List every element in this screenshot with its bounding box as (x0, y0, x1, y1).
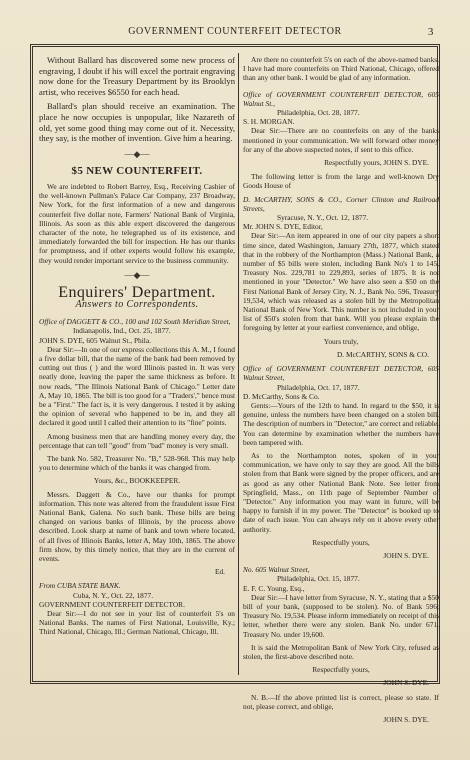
letter-signature: Yours truly, (323, 336, 359, 346)
letter-body: Dear Sir:—There are no counterfeits on any of the banks mentioned in your communication. We will forward other money for any of the above suspected notes, if sent to this office. (243, 126, 439, 154)
letter-signature: D. McCARTHY, SONS & CO. (336, 349, 429, 359)
letter-date: Syracuse, N. Y., Oct. 12, 1877. (277, 213, 369, 223)
letter-signature: Respectfully yours, JOHN S. DYE. (324, 158, 429, 168)
letter-date: Indianapolis, Ind., Oct. 25, 1877. (73, 326, 171, 336)
page-frame (30, 44, 440, 724)
ornament-divider: —◆— (124, 269, 150, 280)
counterfeit-notice-title: $5 NEW COUNTERFEIT. (71, 164, 203, 177)
column-divider (238, 53, 239, 675)
letter-address: Office of DAGGETT & CO., 100 and 102 South Meridian Street, (39, 317, 231, 327)
ornament-divider: —◆— (124, 148, 150, 159)
letter-body: It is said the Metropolitan Bank of New York City, refused as stolen, the first-above described note. (243, 642, 439, 661)
department-title: Enquirers' Department. (58, 283, 216, 301)
letter-body: The bank No. 582, Treasurer No. "B," 528-968. This may help you to determine which of the banks it was changed from. (39, 454, 235, 473)
letter-recipient: D. McCarthy, Sons & Co. (243, 391, 320, 401)
letter-recipient: E. F. C. Young, Esq., (243, 583, 305, 593)
letter-signature: Respectfully yours, (312, 537, 370, 547)
letter-signature: JOHN S. DYE. (383, 550, 429, 560)
letter-recipient: Mr. JOHN S. DYE, Editor, (243, 222, 323, 232)
letter-date: Philadelphia, Oct. 17, 1877. (277, 382, 360, 392)
letter-recipient: GOVERNMENT COUNTERFEIT DETECTOR. (39, 599, 185, 609)
letter-date: Cuba, N. Y., Oct. 22, 1877. (73, 590, 154, 600)
letter-signature: Yours, &c., BOOKKEEPER. (93, 476, 181, 486)
letter-address: Office of GOVERNMENT COUNTERFEIT DETECTOR, 605 Walnut St., (243, 89, 439, 108)
letter-body: Dear Sir:—An item appeared in one of our city papers a short time since, dated Washington, January 27th, 1877, which stated that in the robbery of the Northampton (Mass.) National Bank, a number of $5 bills were stolen, including Bank No's 1 to 145, Treasury Nos. 229,781 to 229,893, series of 1875. It is not mentioned in your "Detector." We have also seen a $50 on the First National Bank of Jersey City, N. J., Bank No. 596, Treasury 19,534, which was released as a stolen bill by the Metropolitan National Bank of New York. This number is not included in your list of $50's stolen from that bank. Will you please explain the foregoing by letter at your earliest convenience, and oblige, (243, 231, 439, 333)
letter-date: Philadelphia, Oct. 15, 1877. (277, 574, 360, 584)
department-subtitle: Answers to Correspondents. (75, 298, 199, 310)
letter-body: Among business men that are handling money every day, the percentage that can tell "good" from "bad" money is very small. (39, 431, 235, 450)
letter-body: Are there no counterfeit 5's on each of the above-named banks. I have had more counterfeits on Third National, Chicago, offered than any other bank. I would be glad of any information. (243, 55, 439, 83)
letter-address: Office of GOVERNMENT COUNTERFEIT DETECTOR, 605 Walnut Street, (243, 364, 439, 383)
letter-signature: Respectfully yours, (312, 665, 370, 675)
letter-body: Dear Sir:—I have letter from Syracuse, N. Y., stating that a $50 bill of your bank, (supposed to be stolen). No. of Bank 596; Treasury No. 19,534. Please inform immediately on receipt of this letter, whether there were any stolen. Bank No. under 671. Treasury No. under 19,600. (243, 592, 439, 639)
letter-body: Dear Sir:—I do not see in your list of counterfeit 5's on National Banks. The names of First National, Louisville, Ky.; Third National, Chicago, Ill.; German National, Chicago, Ill. (39, 609, 235, 637)
right-column (243, 55, 439, 724)
letter-recipient: JOHN S. DYE, 605 Walnut St., Phila. (39, 335, 151, 345)
letter-signature: JOHN S. DYE. (383, 715, 429, 724)
letter-date: Philadelphia, Oct. 28, 1877. (277, 108, 360, 118)
editor-reply: Messrs. Daggett & Co., have our thanks for prompt information. This note was altered from the fraudulent issue First National Bank, Galena. No such bank. These bills are being changed on various banks of Illinois, by the process above described. Look sharp at name of bank and town where located, of all fives of Illinois Banks, letter A, May 10th, 1865. The above firm show, by this timely notice, that they are in the current of events. (39, 489, 235, 564)
left-column (39, 55, 235, 675)
letter-body: Gents:—Yours of the 12th to hand. In regard to the $50, it is genuine, unless the numbers have been changed on a stolen bill. The description of numbers in "Detector," are correct and reliable. You can determine by examination whether the numbers have been tampered with. (243, 400, 439, 447)
letter-body: As to the Northampton notes, spoken of in your communication, we have only to say they are good. All the bills stolen from that Bank were signed by the proper officers, and are as good as any other National Bank Note. See letter from Springfield, Mass., on 11th page of September Number of "Detector." Any information you may want in future, will be happy to furnish if in my power. The "Detector" is booked up to date of each issue. You can always rely on it above every other authority. (243, 450, 439, 534)
counterfeit-notice-text: We are indebted to Robert Barrey, Esq., Receiving Cashier of the well-known Pullman's Palace Car Company, 237 Broadway, New York, for the first information of a new and dangerous counterfeit five dollar note, Farmers' National Bank of Virginia, Illinois. As soon as this able expert discovered the dangerous character of the note, he telegraphed us of its existence, and immediately forwarded the bill for inspection. He has our thanks for promptness, and if other experts would follow his example, they would render important service to the business community. (39, 181, 235, 265)
ballard-paragraph-1: Without Ballard has discovered some new process of engraving, I doubt if his will excel the portrait engraving now done for the Treasury Department by its Brooklyn artist, who receives $6550 for each head. (39, 55, 235, 97)
page-number: 3 (427, 26, 434, 38)
ballard-paragraph-2: Ballard's plan should receive an examination. The place he now occupies is unpopular, like Nazareth of old, yet some good thing may come out of it. Necessity, they say, is the mother of invention. Give him a hearing. (39, 101, 235, 144)
letter-recipient: S. H. MORGAN. (243, 117, 295, 127)
header-title: GOVERNMENT COUNTERFEIT DETECTOR (128, 26, 342, 37)
running-header (36, 26, 434, 40)
letter-body: Dear Sir:—In one of our express collections this A. M., I found a five dollar bill, that the name of the bank had been removed by cutting out thus ( ) and the word Illinois pasted in. It was very neatly done, leaving the paper the same thickness as before. It now reads, "The Illinois National Bank of Chicago." Letter date A, May 10, 1865. The bill is too good for a "Traders'," hence must be a "First." The fact is, it is very dangerous. I tested it by asking the opinion of several who happened to be in, and they all declared it good until I called their attention to its "fine" points. (39, 344, 236, 428)
letter-signature: JOHN S. DYE. (383, 678, 429, 688)
letter-address: D. McCARTHY, SONS & CO., Corner Clinton and Railroad Streets, (243, 194, 439, 213)
letter-address: No. 605 Walnut Street, (243, 565, 310, 575)
letter-address: From CUBA STATE BANK. (39, 581, 121, 591)
editor-signoff: Ed. (214, 567, 225, 577)
letter-intro: The following letter is from the large and well-known Dry Goods House of (243, 172, 439, 191)
postscript: N. B.—If the above printed list is correct, please so state. If not, please correct, and oblige, (243, 692, 439, 711)
